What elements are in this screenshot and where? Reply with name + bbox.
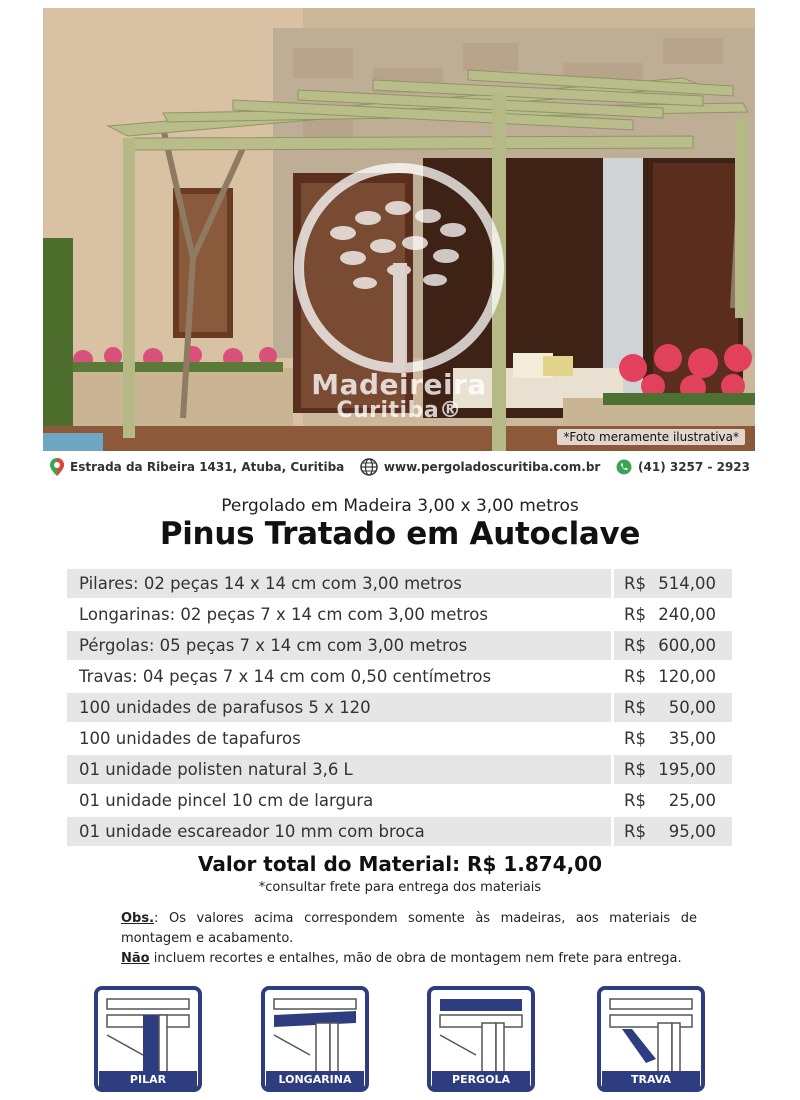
whatsapp-icon bbox=[616, 459, 632, 475]
phone-text[interactable]: (41) 3257 - 2923 bbox=[638, 460, 750, 474]
diagram-trava bbox=[596, 985, 706, 1093]
currency-label: R$ bbox=[624, 698, 646, 717]
page-subtitle: Pergolado em Madeira 3,00 x 3,00 metros bbox=[221, 496, 579, 516]
item-price bbox=[614, 662, 732, 691]
watermark-line-2: Curitiba® bbox=[336, 398, 462, 423]
freight-note: *consultar frete para entrega dos materiais bbox=[258, 880, 542, 895]
contact-bar bbox=[50, 456, 750, 478]
item-description: 100 unidades de parafusos 5 x 120 bbox=[67, 693, 611, 722]
item-price bbox=[614, 693, 732, 722]
table-row bbox=[67, 630, 732, 661]
table-row bbox=[67, 568, 732, 599]
item-price bbox=[614, 755, 732, 784]
item-description: 100 unidades de tapafuros bbox=[79, 729, 301, 748]
diagram-label: TRAVA bbox=[602, 1071, 700, 1089]
item-description: Travas: 04 peças 7 x 14 cm com 0,50 centímetros bbox=[79, 667, 492, 686]
item-price bbox=[614, 724, 732, 753]
currency-label: R$ bbox=[624, 636, 646, 655]
price-value: 95,00 bbox=[668, 822, 716, 841]
notes-block bbox=[121, 909, 697, 969]
price-value: 120,00 bbox=[658, 667, 716, 686]
table-row bbox=[67, 599, 732, 630]
currency-label: R$ bbox=[624, 791, 646, 810]
diagram-longarina bbox=[260, 985, 370, 1093]
diagram-label: PERGOLA bbox=[432, 1071, 530, 1089]
item-description: 01 unidade escareador 10 mm com broca bbox=[67, 817, 611, 846]
currency-label: R$ bbox=[624, 822, 646, 841]
price-value: 195,00 bbox=[658, 760, 716, 779]
currency-label: R$ bbox=[624, 667, 646, 686]
table-row bbox=[67, 816, 732, 847]
map-pin-icon bbox=[50, 458, 64, 476]
address-block bbox=[50, 458, 344, 476]
diagram-pergola bbox=[426, 985, 536, 1093]
photo-caption: *Foto meramente ilustrativa* bbox=[557, 429, 745, 445]
globe-icon bbox=[360, 458, 378, 476]
obs-text: : Os valores acima correspondem somente às madeiras, aos materiais de montagem e acabamento. bbox=[121, 911, 697, 946]
obs-paragraph bbox=[121, 909, 697, 949]
price-value: 600,00 bbox=[658, 636, 716, 655]
address-text: Estrada da Ribeira 1431, Atuba, Curitiba bbox=[70, 460, 345, 474]
obs-label: Obs. bbox=[121, 911, 155, 926]
nao-paragraph bbox=[121, 949, 697, 969]
currency-label: R$ bbox=[624, 760, 646, 779]
diagram-pilar bbox=[93, 985, 203, 1093]
table-row bbox=[67, 754, 732, 785]
parts-diagram-row bbox=[0, 985, 800, 1095]
currency-label: R$ bbox=[624, 729, 646, 748]
table-row bbox=[67, 723, 732, 754]
price-value: 50,00 bbox=[668, 698, 716, 717]
currency-label: R$ bbox=[624, 574, 646, 593]
page-title: Pinus Tratado em Autoclave bbox=[159, 516, 641, 552]
item-price bbox=[614, 786, 732, 815]
diagram-label: LONGARINA bbox=[266, 1071, 364, 1089]
nao-text: incluem recortes e entalhes, mão de obra de montagem nem frete para entrega. bbox=[149, 951, 682, 966]
table-row bbox=[67, 661, 732, 692]
item-price bbox=[614, 600, 732, 629]
pergola-photo bbox=[43, 8, 755, 451]
table-row bbox=[67, 785, 732, 816]
website-link[interactable]: www.pergoladoscuritiba.com.br bbox=[383, 460, 601, 474]
website-block[interactable] bbox=[360, 458, 600, 476]
total-value: Valor total do Material: R$ 1.874,00 bbox=[197, 852, 603, 876]
price-value: 25,00 bbox=[668, 791, 716, 810]
price-value: 514,00 bbox=[658, 574, 716, 593]
item-price bbox=[614, 817, 732, 846]
item-description: Pérgolas: 05 peças 7 x 14 cm com 3,00 metros bbox=[67, 631, 611, 660]
price-table bbox=[67, 568, 732, 847]
table-row bbox=[67, 692, 732, 723]
item-price bbox=[614, 569, 732, 598]
phone-block[interactable] bbox=[616, 459, 750, 475]
item-description: Pilares: 02 peças 14 x 14 cm com 3,00 metros bbox=[67, 569, 611, 598]
diagram-label: PILAR bbox=[99, 1071, 197, 1089]
watermark-line-1: Madeireira bbox=[311, 368, 487, 401]
price-value: 35,00 bbox=[668, 729, 716, 748]
item-description: 01 unidade polisten natural 3,6 L bbox=[67, 755, 611, 784]
item-price bbox=[614, 631, 732, 660]
item-description: Longarinas: 02 peças 7 x 14 cm com 3,00 metros bbox=[79, 605, 488, 624]
currency-label: R$ bbox=[624, 605, 646, 624]
price-value: 240,00 bbox=[658, 605, 716, 624]
nao-label: Não bbox=[121, 951, 150, 966]
item-description: 01 unidade pincel 10 cm de largura bbox=[79, 791, 374, 810]
